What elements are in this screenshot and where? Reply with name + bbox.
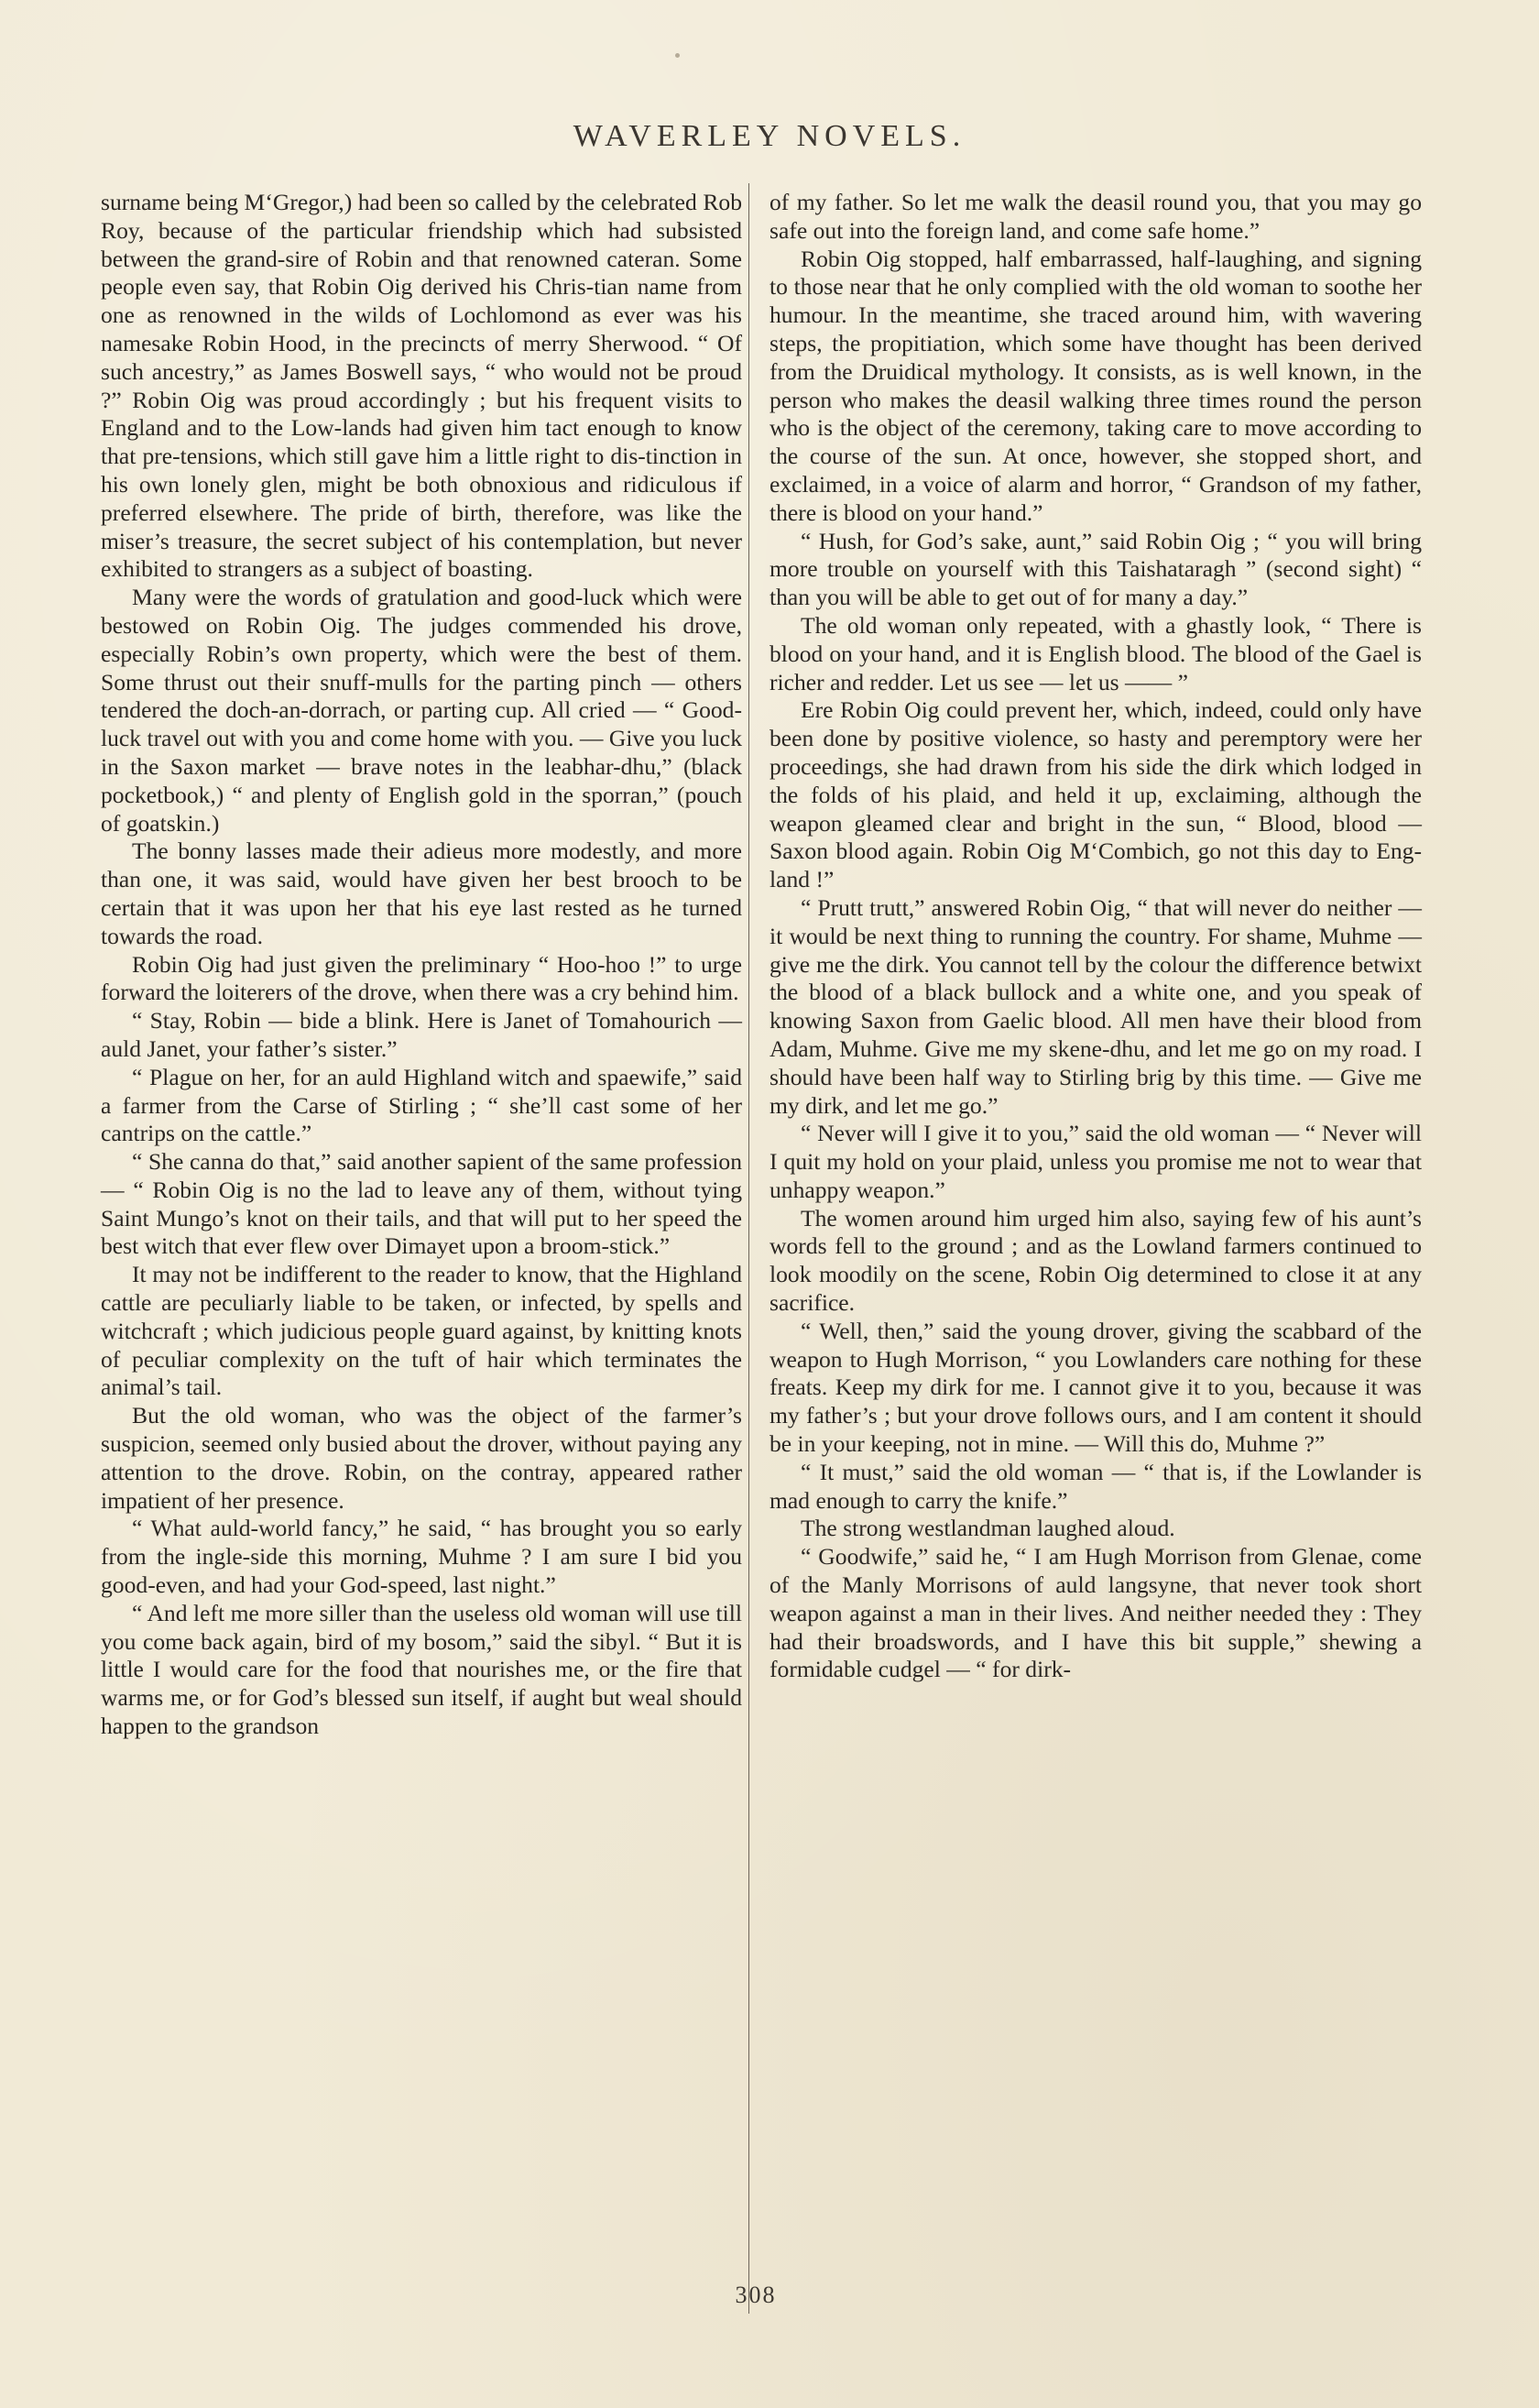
- left-column: [101, 189, 742, 1741]
- print-speck: [675, 53, 680, 58]
- paragraph: “ And left me more siller than the useless old woman will use till you come back again, bird of my bosom,” said the sibyl. “ But it is little I would care for the food that nourishes me, or the fire that warms me, or for God’s blessed sun itself, if aught but weal should happen to the grandson: [101, 1599, 742, 1740]
- paragraph: “ Never will I give it to you,” said the old woman — “ Never will I quit my hold on your plaid, unless you promise me not to wear that unhappy weapon.”: [770, 1120, 1422, 1203]
- page-number: 308: [735, 2282, 777, 2308]
- paragraph: “ She canna do that,” said another sapient of the same profession — “ Robin Oig is no the lad to leave any of them, without tying Saint Mungo’s knot on their tails, and that will put to her speed the best witch that ever flew over Dimayet upon a broom-stick.”: [101, 1148, 742, 1260]
- paragraph: “ Stay, Robin — bide a blink. Here is Janet of Tomahourich — auld Janet, your father’s sister.”: [101, 1007, 742, 1062]
- paragraph: “ Prutt trutt,” answered Robin Oig, “ that will never do neither — it would be next thing to running the country. For shame, Muhme — give me the dirk. You cannot tell by the colour the difference betwixt the blood of a black bullock and a white one, and you speak of knowing Saxon from Gaelic blood. All men have their blood from Adam, Muhme. Give me my skene-dhu, and let me go on my road. I should have been half way to Stirling brig by this time. — Give me my dirk, and let me go.”: [770, 893, 1422, 1119]
- paragraph: “ Well, then,” said the young drover, giving the scabbard of the weapon to Hugh Morrison, “ you Lowlanders care nothing for these freats. Keep my dirk for me. I cannot give it to you, because it was my father’s ; but your drove follows ours, and I am content it should be in your keeping, not in mine. — Will this do, Muhme ?”: [770, 1317, 1422, 1458]
- paragraph: of my father. So let me walk the deasil round you, that you may go safe out into the foreign land, and come safe home.”: [770, 189, 1422, 244]
- paragraph: The strong westlandman laughed aloud.: [801, 1515, 1175, 1542]
- paragraph: The women around him urged him also, saying few of his aunt’s words fell to the ground ; and as the Lowland farmers continued to look moodily on the scene, Robin Oig determined to close it at any sacrifice.: [770, 1204, 1422, 1317]
- column-divider: [748, 183, 749, 2314]
- right-column: [770, 189, 1422, 1684]
- paragraph: “ Plague on her, for an auld Highland witch and spaewife,” said a farmer from the Carse of Stirling ; “ she’ll cast some of her cantrips on the cattle.”: [101, 1063, 742, 1147]
- paragraph: “ Goodwife,” said he, “ I am Hugh Morrison from Glenae, come of the Manly Morrisons of auld langsyne, that never took short weapon against a man in their lives. And neither needed they : They had their broadswords, and I have this bit supple,” shewing a formidable cudgel — “ for dirk-: [770, 1543, 1422, 1683]
- paragraph: Ere Robin Oig could prevent her, which, indeed, could only have been done by positive violence, so hasty and peremptory were her proceedings, she had drawn from his side the dirk which lodged in the folds of his plaid, and held it up, exclaiming, although the weapon gleamed clear and bright in the sun, “ Blood, blood — Saxon blood again. Robin Oig M‘Combich, go not this day to Eng-land !”: [770, 696, 1422, 893]
- running-head: WAVERLEY NOVELS.: [573, 119, 966, 153]
- paragraph: “ It must,” said the old woman — “ that is, if the Lowlander is mad enough to carry the knife.”: [770, 1458, 1422, 1514]
- paragraph: “ What auld-world fancy,” he said, “ has brought you so early from the ingle-side this morning, Muhme ? I am sure I bid you good-even, and had your God-speed, last night.”: [101, 1515, 742, 1599]
- paragraph: The old woman only repeated, with a ghastly look, “ There is blood on your hand, and it is English blood. The blood of the Gael is richer and redder. Let us see — let us —— ”: [770, 611, 1422, 695]
- paragraph: “ Hush, for God’s sake, aunt,” said Robin Oig ; “ you will bring more trouble on yourself with this Taishataragh ” (second sight) “ than you will be able to get out of for many a day.”: [770, 527, 1422, 611]
- paragraph: Robin Oig stopped, half embarrassed, half-laughing, and signing to those near that he only complied with the old woman to soothe her humour. In the meantime, she traced around him, with wavering steps, the propitiation, which some have thought has been derived from the Druidical mythology. It consists, as is well known, in the person who makes the deasil walking three times round the person who is the object of the ceremony, taking care to move according to the course of the sun. At once, however, she stopped short, and exclaimed, in a voice of alarm and horror, “ Grandson of my father, there is blood on your hand.”: [770, 245, 1422, 526]
- paragraph: It may not be indifferent to the reader to know, that the Highland cattle are peculiarly liable to be taken, or infected, by spells and witchcraft ; which judicious people guard against, by knitting knots of peculiar complexity on the tuft of hair which terminates the animal’s tail.: [101, 1261, 742, 1401]
- paragraph: surname being M‘Gregor,) had been so called by the celebrated Rob Roy, because of the particular friendship which had subsisted between the grand-sire of Robin and that renowned cateran. Some people even say, that Robin Oig derived his Chris-tian name from one as renowned in the wilds of Lochlomond as ever was his namesake Robin Hood, in the precincts of merry Sherwood. “ Of such ancestry,” as James Boswell says, “ who would not be proud ?” Robin Oig was proud accordingly ; but his frequent visits to England and to the Low-lands had given him tact enough to know that pre-tensions, which still gave him a little right to dis-tinction in his own lonely glen, might be both obnoxious and ridiculous if preferred elsewhere. The pride of birth, therefore, was like the miser’s treasure, the secret subject of his contemplation, but never exhibited to strangers as a subject of boasting.: [101, 189, 742, 583]
- paragraph: The bonny lasses made their adieus more modestly, and more than one, it was said, would have given her best brooch to be certain that it was upon her that his eye last rested as he turned towards the road.: [101, 837, 742, 949]
- paragraph: Robin Oig had just given the preliminary “ Hoo-hoo !” to urge forward the loiterers of the drove, when there was a cry behind him.: [101, 950, 742, 1006]
- paragraph: Many were the words of gratulation and good-luck which were bestowed on Robin Oig. The judges commended his drove, especially Robin’s own property, which were the best of them. Some thrust out their snuff-mulls for the parting pinch — others tendered the doch-an-dorrach, or parting cup. All cried — “ Good-luck travel out with you and come home with you. — Give you luck in the Saxon market — brave notes in the leabhar-dhu,” (black pocketbook,) “ and plenty of English gold in the sporran,” (pouch of goatskin.): [101, 584, 742, 837]
- paragraph: But the old woman, who was the object of the farmer’s suspicion, seemed only busied about the drover, without paying any attention to the drove. Robin, on the contray, appeared rather impatient of her presence.: [101, 1402, 742, 1514]
